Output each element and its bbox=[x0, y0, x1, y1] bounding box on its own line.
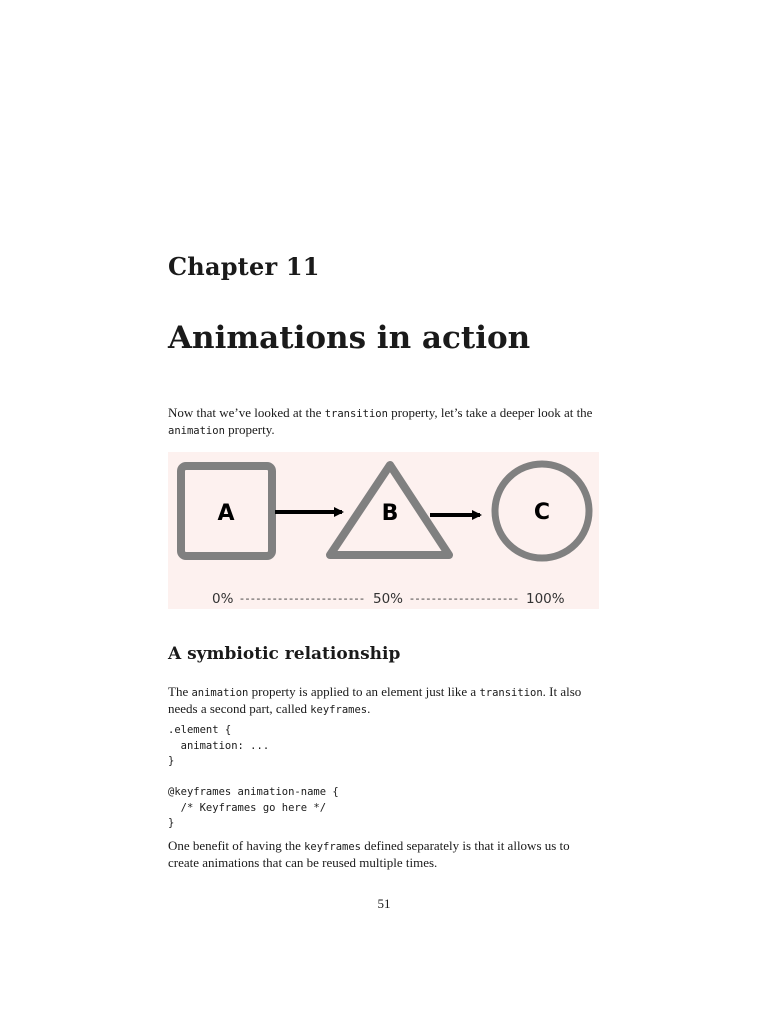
paragraph-3 bbox=[168, 838, 600, 871]
shape-label-a: A bbox=[217, 501, 235, 526]
chapter-title: Animations in action bbox=[168, 320, 531, 356]
intro-paragraph bbox=[168, 405, 600, 439]
para2-text-4: . bbox=[367, 701, 371, 716]
timeline-end: 100% bbox=[526, 591, 565, 607]
para3-text-1: One benefit of having the bbox=[168, 838, 305, 853]
inline-code-keyframes-2: keyframes bbox=[304, 841, 361, 853]
timeline-dashes-right: -------------------- bbox=[410, 592, 518, 605]
book-page bbox=[168, 0, 600, 1024]
section-heading: A symbiotic relationship bbox=[168, 644, 401, 664]
inline-code-transition: transition bbox=[324, 408, 388, 420]
intro-text-1: Now that we’ve looked at the bbox=[168, 405, 325, 420]
chapter-label: Chapter 11 bbox=[168, 252, 320, 281]
inline-code-transition-2: transition bbox=[479, 687, 543, 699]
timeline-middle: 50% bbox=[373, 591, 404, 607]
shape-label-b: B bbox=[381, 501, 399, 526]
page-number: 51 bbox=[377, 896, 391, 911]
paragraph-2 bbox=[168, 684, 600, 718]
diagram-svg bbox=[168, 452, 599, 609]
para3-text-2: defined separately is that it allows us to create animations that can be reused multiple times. bbox=[168, 838, 570, 870]
inline-code-animation-2: animation bbox=[191, 687, 249, 699]
intro-text-2: property, let’s take a deeper look at the bbox=[387, 405, 593, 420]
para2-text-3: . It also needs a second part, called bbox=[168, 684, 582, 716]
shape-label-c: C bbox=[533, 500, 551, 525]
code-block: .element { animation: ... } @keyframes animation-name { /* Keyframes go here */ } bbox=[168, 724, 339, 829]
para2-text-2: property is applied to an element just like a bbox=[248, 684, 480, 699]
inline-code-keyframes: keyframes bbox=[310, 704, 368, 716]
para2-text-1: The bbox=[168, 684, 192, 699]
intro-text-3: property. bbox=[224, 422, 275, 437]
inline-code-animation: animation bbox=[168, 425, 225, 437]
animation-diagram bbox=[168, 452, 599, 609]
timeline-dashes-left: ----------------------- bbox=[240, 592, 364, 605]
timeline-start: 0% bbox=[212, 591, 234, 607]
